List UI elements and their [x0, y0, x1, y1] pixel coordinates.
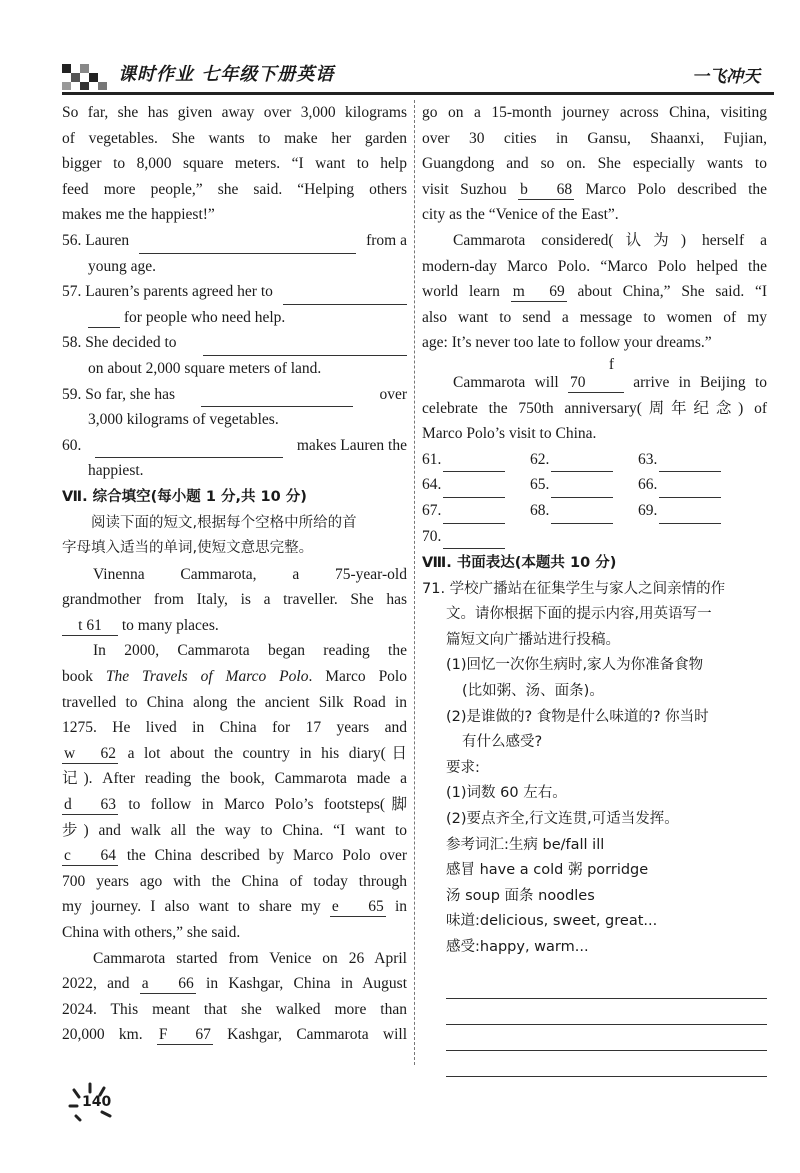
page-number: 140: [82, 1094, 112, 1110]
question-57: [62, 279, 407, 305]
hint-line: (比如粥、汤、面条)。: [462, 683, 604, 700]
header-rule: [62, 92, 774, 95]
writing-line[interactable]: [446, 1025, 767, 1051]
question-label: 56. Lauren: [62, 231, 130, 249]
passage-line: In 2000, Cammarota began reading the: [93, 642, 407, 660]
passage-text: visit Suzhou: [422, 180, 507, 198]
passage-line: [62, 843, 407, 869]
answer-label: 62.: [530, 450, 550, 468]
passage-line: 700 years ago with the China of today through: [62, 872, 407, 890]
passage-line: Cammarota considered(认为) herself a: [453, 231, 767, 249]
task-line: 文。请你根据下面的提示内容,用英语写一: [446, 606, 712, 623]
answer-slot[interactable]: [422, 498, 530, 524]
question-56: [62, 228, 407, 254]
passage-line: 记). After reading the book, Cammarota made a: [62, 770, 407, 788]
question-cont: on about 2,000 square meters of land.: [88, 359, 322, 377]
passage-line: [62, 613, 407, 639]
passage-text: to many places.: [121, 616, 219, 634]
passage-text: the China described by Marco Polo over: [126, 847, 408, 865]
vocab-line: 汤 soup 面条 noodles: [446, 887, 595, 904]
task-line: 71. 学校广播站在征集学生与家人之间亲情的作: [422, 580, 726, 597]
passage-line: travelled to China along the ancient Silk Road in: [62, 693, 407, 711]
passage-line: Guangdong and so on. She especially wants to: [422, 155, 767, 173]
answer-line[interactable]: [201, 388, 353, 407]
passage-line: bigger to 8,000 square meters. “I want to help: [62, 155, 407, 173]
vocab-line: 感受:happy, warm...: [446, 939, 589, 955]
passage-text: world learn: [422, 283, 500, 301]
answer-label: 61.: [422, 450, 442, 468]
requirement-line: (2)要点齐全,行文连贯,可适当发挥。: [446, 811, 679, 828]
passage-text: arrive in Beijing to: [633, 373, 767, 391]
question-tail: from a: [366, 231, 407, 249]
instruction-line: 字母填入适当的单词,使短文意思完整。: [62, 540, 314, 557]
passage-line: Marco Polo’s visit to China.: [422, 425, 597, 443]
question-cont: young age.: [88, 257, 157, 275]
answer-label: 63.: [638, 450, 658, 468]
passage-text: about China,” She said. “I: [577, 283, 768, 301]
section-8-heading: Ⅷ. 书面表达(本题共 10 分): [422, 555, 617, 572]
passage-line: 1275. He lived in China for 17 years and: [62, 719, 407, 737]
answer-line[interactable]: [95, 439, 282, 458]
answer-label: 70.: [422, 527, 442, 545]
passage-line: of vegetables. She wants to make her garden: [62, 129, 407, 147]
section-7-heading: Ⅶ. 综合填空(每小题 1 分,共 10 分): [62, 488, 307, 505]
passage-line: modern-day Marco Polo. “Marco Polo helped the: [422, 257, 767, 275]
blank-63[interactable]: d 63: [64, 796, 116, 814]
page-number-badge: [66, 1082, 116, 1122]
answer-line[interactable]: [203, 337, 407, 356]
question-label: 59. So far, she has: [62, 385, 176, 403]
task-line: 篇短文向广播站进行投稿。: [446, 631, 620, 648]
passage-line: [422, 177, 767, 203]
question-57-line2: [62, 305, 407, 331]
answer-label: 66.: [638, 476, 658, 494]
answer-line[interactable]: [139, 235, 356, 254]
writing-line[interactable]: [446, 999, 767, 1025]
left-column: [62, 100, 407, 1048]
answer-slot[interactable]: [638, 472, 746, 498]
checker-decoration-icon: [62, 62, 108, 90]
hint-line: (2)是谁做的? 食物是什么味道的? 你当时: [446, 708, 709, 725]
question-label: 60.: [62, 436, 82, 454]
answer-slot[interactable]: [530, 472, 638, 498]
answer-label: 67.: [422, 501, 442, 519]
requirement-heading: 要求:: [446, 759, 480, 776]
passage-line: [422, 356, 767, 396]
passage-line: 2024. This meant that she walked more than: [62, 1000, 407, 1018]
blank-62[interactable]: w 62: [64, 744, 116, 762]
blank-69[interactable]: m 69: [512, 283, 565, 301]
blank-70[interactable]: f 70: [568, 356, 624, 393]
blank-65[interactable]: e 65: [331, 898, 384, 916]
passage-text: a lot about the country in his diary(日: [127, 744, 408, 762]
passage-line: also want to send a message to women of my: [422, 308, 767, 326]
passage-line: grandmother from Italy, is a traveller. She has: [62, 591, 407, 609]
passage-line: So far, she has given away over 3,000 kilograms: [62, 104, 407, 121]
passage-text: my journey. I also want to share my: [62, 898, 321, 916]
question-label: 58. She decided to: [62, 334, 177, 352]
writing-line[interactable]: [446, 1051, 767, 1077]
answer-slot[interactable]: [422, 447, 530, 473]
vocab-line: 味道:delicious, sweet, great...: [446, 913, 658, 930]
answer-slot[interactable]: [638, 498, 746, 524]
passage-line: age: It’s never too late to follow your dreams.”: [422, 334, 712, 352]
passage-text: book: [62, 668, 93, 686]
blank-68[interactable]: b 68: [520, 180, 573, 198]
passage-line: [62, 741, 407, 767]
page-header: [62, 58, 774, 94]
passage-text: in: [394, 898, 407, 916]
answer-grid: [422, 447, 767, 549]
brand-name: 一飞冲天: [692, 67, 760, 87]
passage-line: makes me the happiest!”: [62, 206, 215, 224]
passage-line: over 30 cities in Gansu, Shaanxi, Fujian,: [422, 129, 767, 147]
passage-line: [62, 971, 407, 997]
answer-line[interactable]: [283, 286, 407, 305]
passage-line: [62, 1022, 407, 1048]
answer-slot[interactable]: [422, 472, 530, 498]
passage-text: 2022, and: [62, 975, 130, 993]
question-cont: 3,000 kilograms of vegetables.: [88, 411, 279, 429]
passage-text: 20,000 km.: [62, 1026, 143, 1044]
passage-text: Marco Polo described the: [585, 180, 768, 198]
passage-line: go on a 15-month journey across China, visiting: [422, 104, 767, 121]
passage-text: Kashgar, Cammarota will: [227, 1026, 408, 1044]
question-tail: makes Lauren the: [296, 436, 407, 454]
passage-line: Vinenna Cammarota, a 75-year-old: [93, 565, 407, 583]
blank-64[interactable]: c 64: [64, 847, 116, 865]
question-60: [62, 433, 407, 459]
passage-line: [422, 279, 767, 305]
question-59: [62, 382, 407, 408]
hint-line: 有什么感受?: [462, 734, 543, 751]
passage-line: feed more people,” she said. “Helping others: [62, 180, 407, 198]
answer-label: 65.: [530, 476, 550, 494]
answer-label: 69.: [638, 501, 658, 519]
question-cont: happiest.: [88, 462, 144, 480]
passage-text: Cammarota will: [453, 373, 559, 391]
instruction-line: 阅读下面的短文,根据每个空格中所给的首: [91, 514, 357, 531]
blank-66[interactable]: a 66: [141, 975, 194, 993]
blank-61[interactable]: t 61: [62, 617, 118, 636]
passage-line: [62, 664, 407, 690]
vocab-line: 参考词汇:生病 be/fall ill: [446, 836, 605, 853]
passage-line: Cammarota started from Venice on 26 April: [93, 949, 407, 967]
passage-line: city as the “Venice of the East”.: [422, 206, 619, 224]
hint-line: (1)回忆一次你生病时,家人为你准备食物: [446, 657, 704, 674]
question-tail: over: [379, 385, 407, 403]
answer-slot[interactable]: [530, 447, 638, 473]
passage-text: to follow in Marco Polo’s footsteps(脚: [128, 796, 408, 814]
passage-text: in Kashgar, China in August: [206, 975, 408, 993]
vocab-line: 感冒 have a cold 粥 porridge: [446, 862, 649, 879]
question-cont: for people who need help.: [123, 308, 286, 326]
right-column: [422, 100, 767, 1077]
passage-line: [62, 792, 407, 818]
answer-label: 64.: [422, 476, 442, 494]
answer-slot[interactable]: [530, 498, 638, 524]
column-divider: [414, 100, 415, 1065]
book-title: 课时作业 七年级下册英语: [118, 64, 335, 85]
answer-slot[interactable]: [422, 524, 530, 550]
passage-line: [62, 894, 407, 920]
answer-label: 68.: [530, 501, 550, 519]
passage-line: 步) and walk all the way to China. “I want to: [62, 821, 407, 839]
requirement-line: (1)词数 60 左右。: [446, 785, 567, 802]
book-title-italic: The Travels of Marco Polo: [105, 668, 309, 686]
answer-line[interactable]: [88, 309, 120, 328]
passage-line: China with others,” she said.: [62, 924, 241, 941]
passage-text: . Marco Polo: [308, 668, 407, 686]
answer-slot[interactable]: [638, 447, 746, 473]
blank-67[interactable]: F 67: [158, 1026, 211, 1044]
writing-line[interactable]: [446, 973, 767, 999]
passage-line: celebrate the 750th anniversary(周年纪念) of: [422, 399, 767, 417]
question-58: [62, 330, 407, 356]
question-label: 57. Lauren’s parents agreed her to: [62, 283, 273, 301]
